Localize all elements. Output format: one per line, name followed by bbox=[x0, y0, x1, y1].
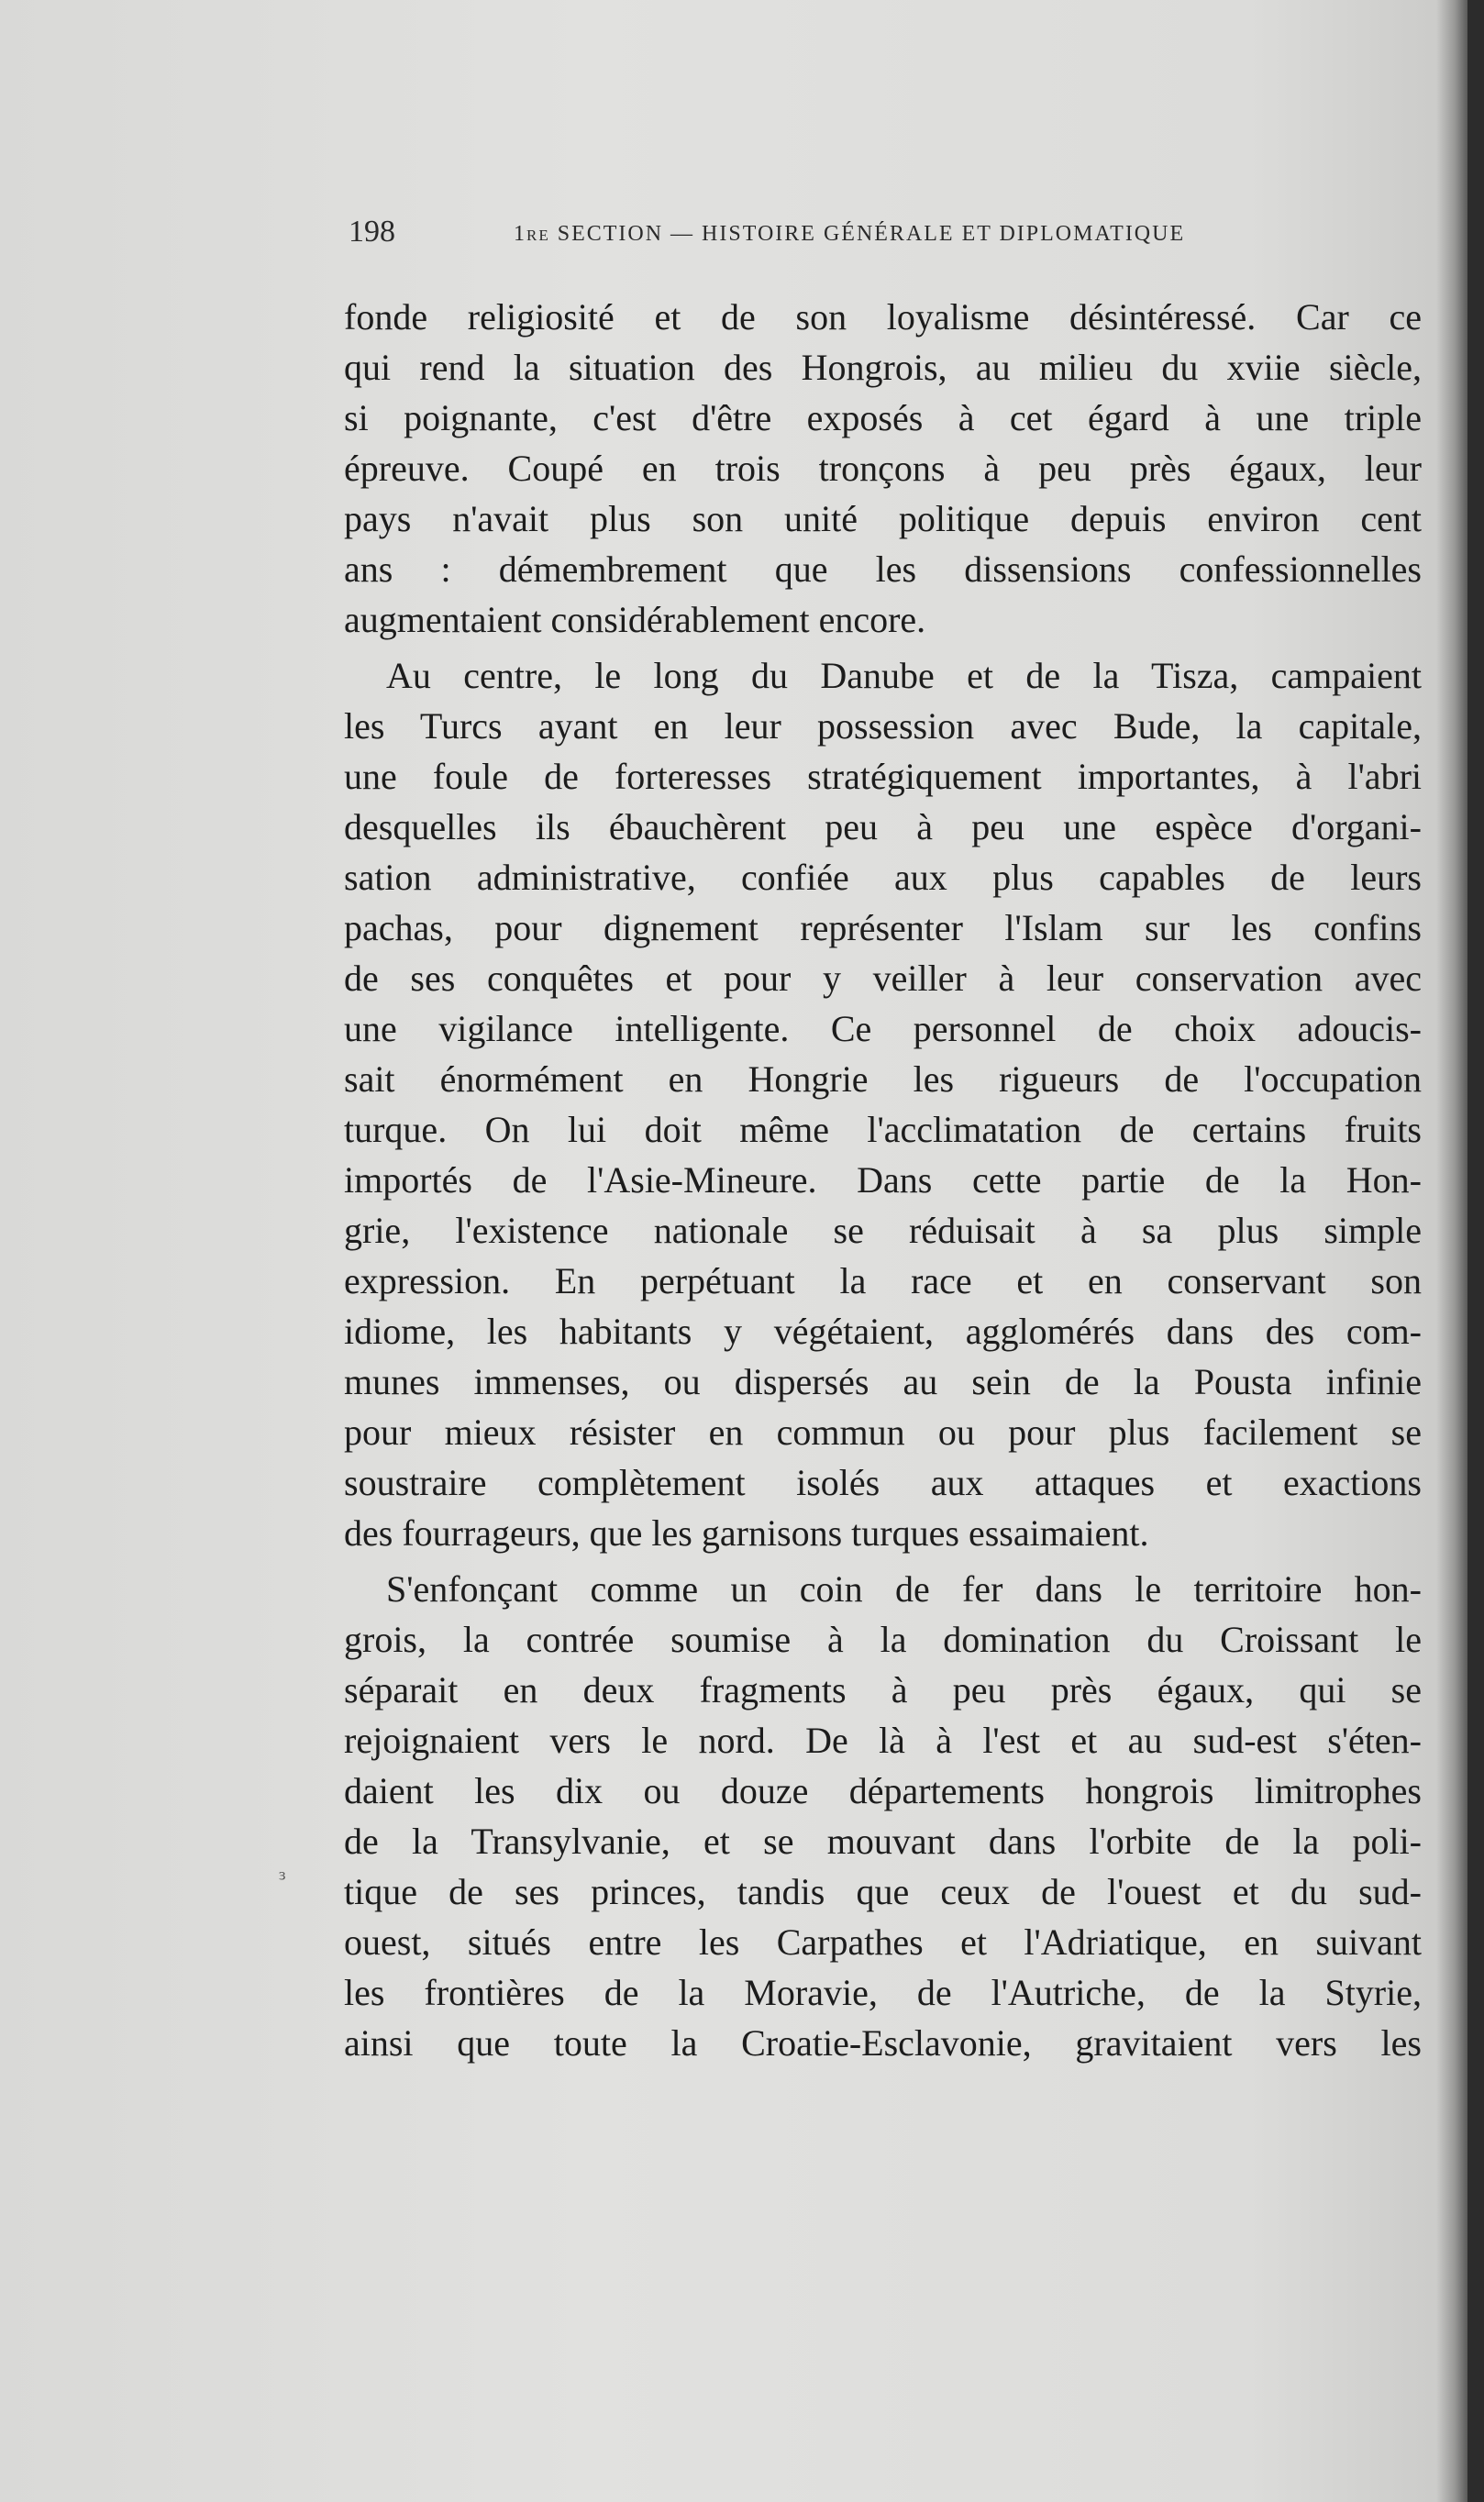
text-line: si poignante, c'est d'être exposés à cet égard à une triple bbox=[344, 397, 1422, 438]
text-line: sait énormément en Hongrie les rigueurs de l'occupation bbox=[344, 1058, 1422, 1100]
margin-mark: ᵌ bbox=[279, 1864, 286, 1894]
text-line: ans : démembrement que les dissensions confessionnelles bbox=[344, 548, 1422, 590]
text-line: des fourrageurs, que les garnisons turques essaimaient. bbox=[344, 1512, 1149, 1554]
text-line: soustraire complètement isolés aux attaques et exactions bbox=[344, 1462, 1422, 1503]
text-line: pays n'avait plus son unité politique depuis environ cent bbox=[344, 498, 1422, 539]
text-line: expression. En perpétuant la race et en conservant son bbox=[344, 1260, 1422, 1301]
text-line: rejoignaient vers le nord. De là à l'est et au sud-est s'éten- bbox=[344, 1720, 1422, 1761]
body-text bbox=[344, 292, 1422, 2068]
page-header bbox=[349, 209, 1412, 264]
text-line: desquelles ils ébauchèrent peu à peu une espèce d'organi- bbox=[344, 806, 1422, 847]
text-line: de la Transylvanie, et se mouvant dans l'orbite de la poli- bbox=[344, 1821, 1422, 1862]
text-line: pachas, pour dignement représenter l'Islam sur les confins bbox=[344, 907, 1422, 948]
text-line: épreuve. Coupé en trois tronçons à peu près égaux, leur bbox=[344, 448, 1422, 489]
text-line: tique de ses princes, tandis que ceux de l'ouest et du sud- bbox=[344, 1871, 1422, 1912]
text-line: grois, la contrée soumise à la domination du Croissant le bbox=[344, 1619, 1422, 1660]
text-line: grie, l'existence nationale se réduisait à sa plus simple bbox=[344, 1210, 1422, 1251]
text-line: munes immenses, ou dispersés au sein de la Pousta infinie bbox=[344, 1361, 1422, 1402]
text-line: les frontières de la Moravie, de l'Autriche, de la Styrie, bbox=[344, 1972, 1422, 2013]
text-line: importés de l'Asie-Mineure. Dans cette partie de la Hon- bbox=[344, 1159, 1422, 1201]
text-line: augmentaient considérablement encore. bbox=[344, 599, 926, 640]
text-line: séparait en deux fragments à peu près égaux, qui se bbox=[344, 1669, 1422, 1710]
text-line: turque. On lui doit même l'acclimatation de certains fruits bbox=[344, 1109, 1422, 1150]
text-line: une foule de forteresses stratégiquement importantes, à l'abri bbox=[344, 756, 1422, 797]
text-line: daient les dix ou douze départements hongrois limitrophes bbox=[344, 1770, 1422, 1811]
text-line: ainsi que toute la Croatie-Esclavonie, gravitaient vers les bbox=[344, 2022, 1422, 2064]
text-line: pour mieux résister en commun ou pour plus facilement se bbox=[344, 1412, 1422, 1453]
text-line: les Turcs ayant en leur possession avec Bude, la capitale, bbox=[344, 705, 1422, 747]
page-number: 198 bbox=[349, 215, 395, 249]
text-line: Au centre, le long du Danube et de la Tisza, campaient bbox=[386, 655, 1422, 696]
running-title: 1re SECTION — HISTOIRE GÉNÉRALE ET DIPLOMATIQUE bbox=[514, 222, 1186, 246]
text-line: fonde religiosité et de son loyalisme désintéressé. Car ce bbox=[344, 296, 1422, 338]
text-line: ouest, situés entre les Carpathes et l'Adriatique, en suivant bbox=[344, 1921, 1422, 1963]
text-line: S'enfonçant comme un coin de fer dans le territoire hon- bbox=[386, 1568, 1422, 1610]
text-line: une vigilance intelligente. Ce personnel de choix adoucis- bbox=[344, 1008, 1422, 1049]
text-line: sation administrative, confiée aux plus capables de leurs bbox=[344, 857, 1422, 898]
text-line: idiome, les habitants y végétaient, agglomérés dans des com- bbox=[344, 1311, 1422, 1352]
text-line: de ses conquêtes et pour y veiller à leur conservation avec bbox=[344, 958, 1422, 999]
text-line: qui rend la situation des Hongrois, au milieu du xviie siècle, bbox=[344, 347, 1422, 388]
page-edge-shadow bbox=[1436, 0, 1467, 2502]
